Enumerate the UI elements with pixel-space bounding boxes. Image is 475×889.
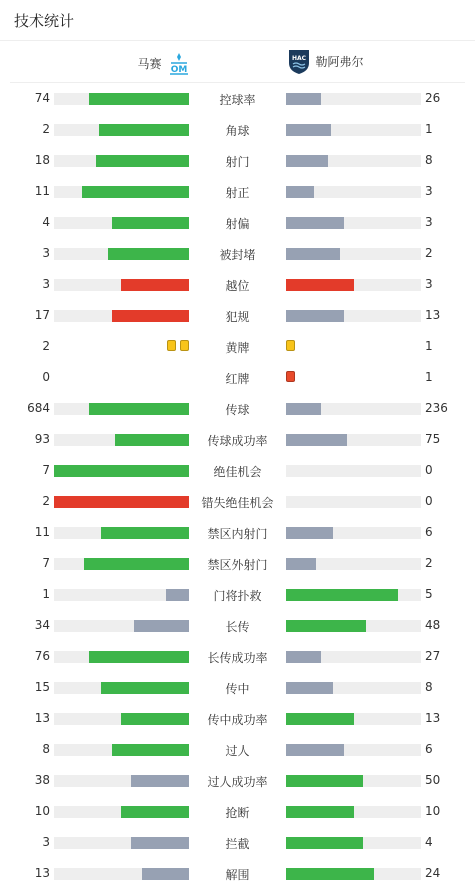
away-value: 1 [425, 122, 433, 136]
page-title: 技术统计 [14, 12, 75, 30]
home-bar-fill [112, 217, 189, 229]
away-value: 5 [425, 587, 433, 601]
stat-label: 越位 [225, 279, 250, 293]
away-bar-fill [286, 775, 363, 787]
away-team[interactable] [288, 49, 364, 73]
home-bar-fill [89, 403, 189, 415]
home-bar-fill [89, 651, 189, 663]
home-value: 13 [34, 866, 50, 880]
away-bar-track [286, 279, 421, 291]
home-value: 93 [34, 432, 50, 446]
away-bar-track [286, 589, 421, 601]
home-value: 74 [34, 91, 50, 105]
away-cards [286, 340, 295, 351]
away-bar-fill [286, 124, 331, 136]
away-value: 8 [425, 153, 433, 167]
away-value: 13 [425, 711, 441, 725]
home-bar-track [54, 155, 189, 167]
home-value: 4 [42, 215, 50, 229]
away-value: 24 [425, 866, 441, 880]
away-bar-fill [286, 806, 354, 818]
away-value: 6 [425, 525, 433, 539]
stat-row [0, 238, 475, 269]
home-bar-fill [84, 558, 189, 570]
away-bar-track [286, 155, 421, 167]
away-bar-fill [286, 682, 333, 694]
stat-row [0, 672, 475, 703]
home-value: 10 [34, 804, 50, 818]
stat-row [0, 734, 475, 765]
home-bar-fill [101, 527, 189, 539]
away-bar-track [286, 558, 421, 570]
red-card-icon [286, 371, 295, 382]
away-bar-track [286, 651, 421, 663]
home-bar-fill [121, 806, 189, 818]
home-bar-fill [121, 279, 189, 291]
home-bar-fill [89, 93, 189, 105]
stat-label: 解围 [225, 868, 250, 882]
away-team-name: 勒阿弗尔 [315, 54, 364, 69]
stat-label: 红牌 [225, 372, 250, 386]
away-value: 1 [425, 339, 433, 353]
home-bar-fill [131, 775, 189, 787]
away-value: 3 [425, 215, 433, 229]
home-bar-fill [112, 744, 189, 756]
away-bar-track [286, 465, 421, 477]
stat-row [0, 486, 475, 517]
stat-row [0, 83, 475, 114]
stat-label: 过人 [225, 744, 250, 758]
stat-row [0, 765, 475, 796]
home-value: 34 [34, 618, 50, 632]
home-bar-track [54, 93, 189, 105]
home-bar-fill [96, 155, 189, 167]
away-value: 3 [425, 184, 433, 198]
home-bar-track [54, 527, 189, 539]
stat-row [0, 424, 475, 455]
teams-bar [10, 41, 465, 83]
stat-row [0, 548, 475, 579]
home-value: 11 [34, 525, 50, 539]
stats-list [0, 83, 475, 889]
away-value: 75 [425, 432, 441, 446]
home-bar-track [54, 124, 189, 136]
stat-label: 射偏 [225, 217, 250, 231]
away-bar-track [286, 186, 421, 198]
stat-label: 控球率 [219, 93, 256, 107]
yellow-card-icon [180, 340, 189, 351]
away-bar-fill [286, 434, 347, 446]
home-value: 18 [34, 153, 50, 167]
away-bar-track [286, 527, 421, 539]
svg-text:HAC: HAC [291, 55, 306, 62]
stat-row [0, 703, 475, 734]
marseille-crest-icon [168, 51, 190, 75]
away-bar-fill [286, 837, 363, 849]
stat-row [0, 114, 475, 145]
home-bar-track [54, 186, 189, 198]
away-bar-track [286, 124, 421, 136]
stat-row [0, 827, 475, 858]
home-bar-track [54, 589, 189, 601]
away-bar-track [286, 93, 421, 105]
away-bar-fill [286, 279, 354, 291]
home-value: 17 [34, 308, 50, 322]
away-bar-track [286, 310, 421, 322]
stat-row [0, 300, 475, 331]
home-bar-track [54, 837, 189, 849]
home-bar-track [54, 403, 189, 415]
home-value: 38 [34, 773, 50, 787]
away-bar-fill [286, 217, 344, 229]
away-value: 8 [425, 680, 433, 694]
stat-label: 过人成功率 [207, 775, 268, 789]
home-bar-fill [82, 186, 189, 198]
stat-label: 射正 [225, 186, 250, 200]
stat-row [0, 176, 475, 207]
home-bar-track [54, 465, 189, 477]
stat-row [0, 207, 475, 238]
home-bar-fill [142, 868, 189, 880]
stat-row [0, 858, 475, 889]
stat-row [0, 641, 475, 672]
away-bar-fill [286, 155, 328, 167]
stat-label: 门将扑救 [213, 589, 262, 603]
home-team[interactable] [137, 51, 189, 75]
away-bar-track [286, 868, 421, 880]
home-value: 7 [42, 556, 50, 570]
stat-label: 传球成功率 [207, 434, 268, 448]
home-bar-track [54, 217, 189, 229]
yellow-card-icon [286, 340, 295, 351]
away-value: 2 [425, 556, 433, 570]
stat-label: 角球 [225, 124, 250, 138]
stat-label: 传中 [225, 682, 250, 696]
away-bar-track [286, 837, 421, 849]
away-value: 0 [425, 494, 433, 508]
away-bar-fill [286, 527, 333, 539]
home-bar-track [54, 310, 189, 322]
away-bar-fill [286, 620, 366, 632]
home-bar-track [54, 620, 189, 632]
stat-label: 禁区内射门 [207, 527, 268, 541]
home-value: 0 [42, 370, 50, 384]
away-bar-track [286, 682, 421, 694]
home-bar-track [54, 558, 189, 570]
svg-text:OM: OM [170, 65, 187, 75]
stat-label: 拦截 [225, 837, 250, 851]
away-bar-track [286, 620, 421, 632]
stat-label: 错失绝佳机会 [201, 496, 274, 510]
away-bar-fill [286, 248, 340, 260]
away-value: 236 [425, 401, 448, 415]
stat-label: 长传 [225, 620, 250, 634]
home-value: 3 [42, 277, 50, 291]
stat-label: 犯规 [225, 310, 250, 324]
away-bar-fill [286, 93, 321, 105]
le-havre-crest-icon [288, 49, 310, 73]
stat-label: 抢断 [225, 806, 250, 820]
away-bar-track [286, 775, 421, 787]
home-bar-track [54, 651, 189, 663]
home-value: 76 [34, 649, 50, 663]
home-bar-track [54, 775, 189, 787]
home-bar-track [54, 744, 189, 756]
away-bar-track [286, 806, 421, 818]
home-bar-fill [112, 310, 189, 322]
stat-row [0, 393, 475, 424]
stat-row [0, 362, 475, 393]
home-bar-fill [54, 465, 189, 477]
stats-header [0, 0, 475, 41]
home-bar-fill [134, 620, 189, 632]
home-team-name: 马赛 [137, 56, 162, 71]
home-value: 684 [27, 401, 50, 415]
home-value: 11 [34, 184, 50, 198]
stat-row [0, 796, 475, 827]
home-bar-fill [99, 124, 189, 136]
away-bar-fill [286, 651, 321, 663]
stat-label: 被封堵 [219, 248, 256, 262]
home-bar-fill [115, 434, 189, 446]
away-bar-track [286, 496, 421, 508]
home-value: 1 [42, 587, 50, 601]
home-value: 2 [42, 339, 50, 353]
home-bar-track [54, 248, 189, 260]
home-bar-track [54, 434, 189, 446]
away-bar-fill [286, 186, 314, 198]
away-bar-fill [286, 713, 354, 725]
stat-label: 禁区外射门 [207, 558, 268, 572]
home-value: 2 [42, 494, 50, 508]
home-bar-fill [166, 589, 189, 601]
away-value: 48 [425, 618, 441, 632]
home-bar-fill [131, 837, 189, 849]
away-bar-track [286, 248, 421, 260]
away-bar-fill [286, 589, 398, 601]
away-bar-fill [286, 558, 316, 570]
home-value: 3 [42, 246, 50, 260]
away-bar-fill [286, 310, 344, 322]
home-bar-track [54, 713, 189, 725]
away-bar-track [286, 217, 421, 229]
home-bar-fill [121, 713, 189, 725]
stat-row [0, 610, 475, 641]
home-value: 7 [42, 463, 50, 477]
away-value: 0 [425, 463, 433, 477]
away-value: 50 [425, 773, 441, 787]
home-value: 13 [34, 711, 50, 725]
home-value: 8 [42, 742, 50, 756]
home-bar-fill [54, 496, 189, 508]
stat-row [0, 145, 475, 176]
home-bar-track [54, 496, 189, 508]
home-bar-track [54, 279, 189, 291]
away-value: 4 [425, 835, 433, 849]
away-value: 2 [425, 246, 433, 260]
away-value: 1 [425, 370, 433, 384]
away-bar-track [286, 434, 421, 446]
home-value: 15 [34, 680, 50, 694]
yellow-card-icon [167, 340, 176, 351]
home-value: 2 [42, 122, 50, 136]
stat-row [0, 579, 475, 610]
away-value: 10 [425, 804, 441, 818]
away-bar-fill [286, 744, 344, 756]
home-bar-track [54, 806, 189, 818]
stat-row [0, 269, 475, 300]
away-value: 26 [425, 91, 441, 105]
stat-label: 传球 [225, 403, 250, 417]
away-bar-track [286, 403, 421, 415]
away-bar-fill [286, 868, 374, 880]
away-value: 6 [425, 742, 433, 756]
away-bar-track [286, 713, 421, 725]
home-bar-fill [108, 248, 189, 260]
stat-label: 长传成功率 [207, 651, 268, 665]
stat-row [0, 331, 475, 362]
stat-label: 传中成功率 [207, 713, 268, 727]
home-bar-fill [101, 682, 189, 694]
away-value: 13 [425, 308, 441, 322]
stat-row [0, 455, 475, 486]
away-bar-fill [286, 403, 321, 415]
stat-label: 绝佳机会 [213, 465, 262, 479]
home-bar-track [54, 682, 189, 694]
home-bar-track [54, 868, 189, 880]
away-bar-track [286, 744, 421, 756]
away-cards [286, 371, 295, 382]
away-value: 3 [425, 277, 433, 291]
away-value: 27 [425, 649, 441, 663]
home-value: 3 [42, 835, 50, 849]
stat-label: 黄牌 [225, 341, 250, 355]
stat-row [0, 517, 475, 548]
home-cards [167, 340, 189, 351]
stat-label: 射门 [225, 155, 250, 169]
